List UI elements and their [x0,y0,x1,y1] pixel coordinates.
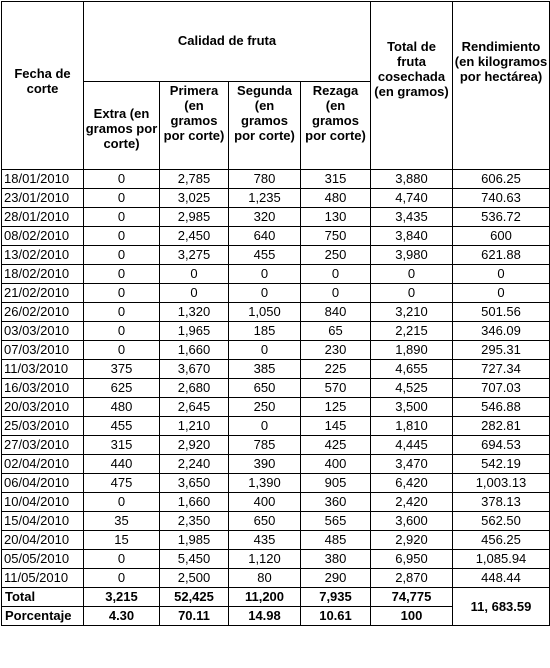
cell-primera: 2,680 [160,379,229,398]
cell-segunda: 1,120 [229,550,301,569]
cell-fecha: 18/02/2010 [2,265,84,284]
cell-primera: 1,210 [160,417,229,436]
table-row [2,379,550,398]
cell-rezaga: 425 [301,436,371,455]
porcentaje-rezaga: 10.61 [301,607,371,626]
cell-rendimiento: 456.25 [453,531,550,550]
cell-extra: 0 [84,493,160,512]
table-row [2,322,550,341]
table-row [2,303,550,322]
cell-segunda: 0 [229,341,301,360]
cell-rendimiento: 0 [453,265,550,284]
cell-segunda: 780 [229,170,301,189]
cell-total: 3,500 [371,398,453,417]
cell-rendimiento: 346.09 [453,322,550,341]
table-footer [2,588,550,626]
cell-rendimiento: 378.13 [453,493,550,512]
total-extra: 3,215 [84,588,160,607]
table-row [2,474,550,493]
cell-primera: 2,645 [160,398,229,417]
cell-fecha: 27/03/2010 [2,436,84,455]
cell-segunda: 0 [229,417,301,436]
cell-rezaga: 0 [301,265,371,284]
cell-segunda: 1,050 [229,303,301,322]
cell-primera: 2,350 [160,512,229,531]
cell-total: 0 [371,284,453,303]
cell-rendimiento: 546.88 [453,398,550,417]
cell-total: 0 [371,265,453,284]
cell-fecha: 02/04/2010 [2,455,84,474]
table-row [2,246,550,265]
cell-rezaga: 125 [301,398,371,417]
cell-fecha: 20/04/2010 [2,531,84,550]
header-segunda: Segunda (en gramos por corte) [229,82,301,170]
cell-fecha: 20/03/2010 [2,398,84,417]
table-row [2,227,550,246]
cell-total: 2,920 [371,531,453,550]
cell-fecha: 21/02/2010 [2,284,84,303]
cell-fecha: 03/03/2010 [2,322,84,341]
cell-total: 6,420 [371,474,453,493]
cell-rezaga: 380 [301,550,371,569]
cell-extra: 455 [84,417,160,436]
porcentaje-label: Porcentaje [2,607,84,626]
table-row [2,284,550,303]
table-body [2,170,550,588]
cell-segunda: 640 [229,227,301,246]
cell-extra: 15 [84,531,160,550]
cell-fecha: 10/04/2010 [2,493,84,512]
cell-fecha: 11/05/2010 [2,569,84,588]
cell-rendimiento: 295.31 [453,341,550,360]
cell-segunda: 320 [229,208,301,227]
cell-segunda: 455 [229,246,301,265]
cell-rezaga: 0 [301,284,371,303]
porcentaje-segunda: 14.98 [229,607,301,626]
cell-total: 3,470 [371,455,453,474]
cell-extra: 35 [84,512,160,531]
cell-segunda: 650 [229,379,301,398]
table-row [2,493,550,512]
porcentaje-extra: 4.30 [84,607,160,626]
cell-rezaga: 65 [301,322,371,341]
table-row [2,512,550,531]
cell-fecha: 28/01/2010 [2,208,84,227]
total-label: Total [2,588,84,607]
cell-rezaga: 130 [301,208,371,227]
cell-segunda: 185 [229,322,301,341]
cell-total: 4,525 [371,379,453,398]
cell-fecha: 15/04/2010 [2,512,84,531]
cell-segunda: 1,235 [229,189,301,208]
cell-segunda: 0 [229,265,301,284]
total-primera: 52,425 [160,588,229,607]
header-extra: Extra (en gramos por corte) [84,82,160,170]
cell-rendimiento: 621.88 [453,246,550,265]
cell-rendimiento: 740.63 [453,189,550,208]
cell-extra: 0 [84,170,160,189]
cell-extra: 315 [84,436,160,455]
cell-extra: 0 [84,208,160,227]
total-total: 74,775 [371,588,453,607]
cell-primera: 2,785 [160,170,229,189]
cell-rezaga: 565 [301,512,371,531]
cell-fecha: 25/03/2010 [2,417,84,436]
cell-total: 3,435 [371,208,453,227]
cell-total: 1,810 [371,417,453,436]
header-rezaga: Rezaga (en gramos por corte) [301,82,371,170]
cell-primera: 1,660 [160,493,229,512]
cell-rezaga: 480 [301,189,371,208]
cell-rezaga: 145 [301,417,371,436]
table-header [2,2,550,170]
header-primera: Primera (en gramos por corte) [160,82,229,170]
cell-segunda: 390 [229,455,301,474]
cell-extra: 625 [84,379,160,398]
cell-rezaga: 250 [301,246,371,265]
cell-total: 2,870 [371,569,453,588]
porcentaje-total: 100 [371,607,453,626]
cell-primera: 3,025 [160,189,229,208]
header-total: Total de fruta cosechada (en gramos) [371,2,453,170]
cell-rezaga: 360 [301,493,371,512]
cell-extra: 0 [84,550,160,569]
cell-total: 3,880 [371,170,453,189]
cell-primera: 1,965 [160,322,229,341]
cell-extra: 475 [84,474,160,493]
cell-primera: 2,240 [160,455,229,474]
cell-primera: 0 [160,265,229,284]
cell-rezaga: 840 [301,303,371,322]
cell-rezaga: 750 [301,227,371,246]
cell-primera: 2,920 [160,436,229,455]
porcentaje-primera: 70.11 [160,607,229,626]
cell-extra: 0 [84,569,160,588]
cell-fecha: 06/04/2010 [2,474,84,493]
cell-total: 6,950 [371,550,453,569]
cell-rendimiento: 282.81 [453,417,550,436]
table-row [2,398,550,417]
table-row [2,436,550,455]
cell-segunda: 385 [229,360,301,379]
cell-rendimiento: 600 [453,227,550,246]
cell-extra: 0 [84,227,160,246]
cell-primera: 0 [160,284,229,303]
cell-fecha: 08/02/2010 [2,227,84,246]
table-row [2,208,550,227]
cell-rendimiento: 536.72 [453,208,550,227]
cell-primera: 1,985 [160,531,229,550]
cell-rezaga: 905 [301,474,371,493]
cell-segunda: 785 [229,436,301,455]
cell-fecha: 26/02/2010 [2,303,84,322]
cell-extra: 440 [84,455,160,474]
cell-total: 3,840 [371,227,453,246]
cell-rendimiento: 562.50 [453,512,550,531]
cell-primera: 5,450 [160,550,229,569]
cell-fecha: 05/05/2010 [2,550,84,569]
cell-fecha: 18/01/2010 [2,170,84,189]
cell-extra: 0 [84,322,160,341]
cell-extra: 375 [84,360,160,379]
cell-rendimiento: 448.44 [453,569,550,588]
cell-primera: 2,985 [160,208,229,227]
table-row [2,265,550,284]
cell-segunda: 80 [229,569,301,588]
cell-total: 2,420 [371,493,453,512]
cell-extra: 0 [84,303,160,322]
cell-primera: 3,670 [160,360,229,379]
cell-primera: 1,320 [160,303,229,322]
cell-rezaga: 225 [301,360,371,379]
total-row [2,588,550,607]
cell-total: 4,445 [371,436,453,455]
header-rendimiento: Rendimiento (en kilogramos por hectárea) [453,2,550,170]
cell-rendimiento: 694.53 [453,436,550,455]
cell-rendimiento: 0 [453,284,550,303]
cell-extra: 0 [84,246,160,265]
cell-rezaga: 400 [301,455,371,474]
cell-rendimiento: 727.34 [453,360,550,379]
table-row [2,189,550,208]
cell-rendimiento: 1,085.94 [453,550,550,569]
total-rezaga: 7,935 [301,588,371,607]
total-rendimiento: 11, 683.59 [453,588,550,626]
cell-total: 4,740 [371,189,453,208]
cell-primera: 1,660 [160,341,229,360]
table-row [2,531,550,550]
cell-fecha: 07/03/2010 [2,341,84,360]
cell-rendimiento: 501.56 [453,303,550,322]
header-fecha: Fecha de corte [2,2,84,170]
cell-segunda: 1,390 [229,474,301,493]
cell-total: 1,890 [371,341,453,360]
cell-extra: 0 [84,341,160,360]
cell-total: 4,655 [371,360,453,379]
cell-rendimiento: 542.19 [453,455,550,474]
cell-rezaga: 485 [301,531,371,550]
cell-rendimiento: 606.25 [453,170,550,189]
table-row [2,170,550,189]
cell-extra: 0 [84,284,160,303]
cell-extra: 0 [84,265,160,284]
cell-total: 3,600 [371,512,453,531]
cell-primera: 2,500 [160,569,229,588]
table-row [2,360,550,379]
cell-fecha: 16/03/2010 [2,379,84,398]
cell-total: 2,215 [371,322,453,341]
harvest-table [1,1,550,626]
cell-rezaga: 570 [301,379,371,398]
cell-rezaga: 290 [301,569,371,588]
cell-total: 3,210 [371,303,453,322]
cell-primera: 3,650 [160,474,229,493]
header-calidad: Calidad de fruta [84,2,371,82]
cell-primera: 3,275 [160,246,229,265]
cell-rezaga: 315 [301,170,371,189]
cell-segunda: 0 [229,284,301,303]
cell-segunda: 400 [229,493,301,512]
cell-primera: 2,450 [160,227,229,246]
cell-fecha: 11/03/2010 [2,360,84,379]
table-row [2,550,550,569]
cell-rezaga: 230 [301,341,371,360]
table-row [2,341,550,360]
cell-segunda: 250 [229,398,301,417]
table-row [2,455,550,474]
cell-extra: 0 [84,189,160,208]
cell-extra: 480 [84,398,160,417]
cell-segunda: 435 [229,531,301,550]
table-row [2,569,550,588]
cell-segunda: 650 [229,512,301,531]
cell-fecha: 23/01/2010 [2,189,84,208]
cell-fecha: 13/02/2010 [2,246,84,265]
total-segunda: 11,200 [229,588,301,607]
cell-total: 3,980 [371,246,453,265]
table-row [2,417,550,436]
cell-rendimiento: 1,003.13 [453,474,550,493]
cell-rendimiento: 707.03 [453,379,550,398]
